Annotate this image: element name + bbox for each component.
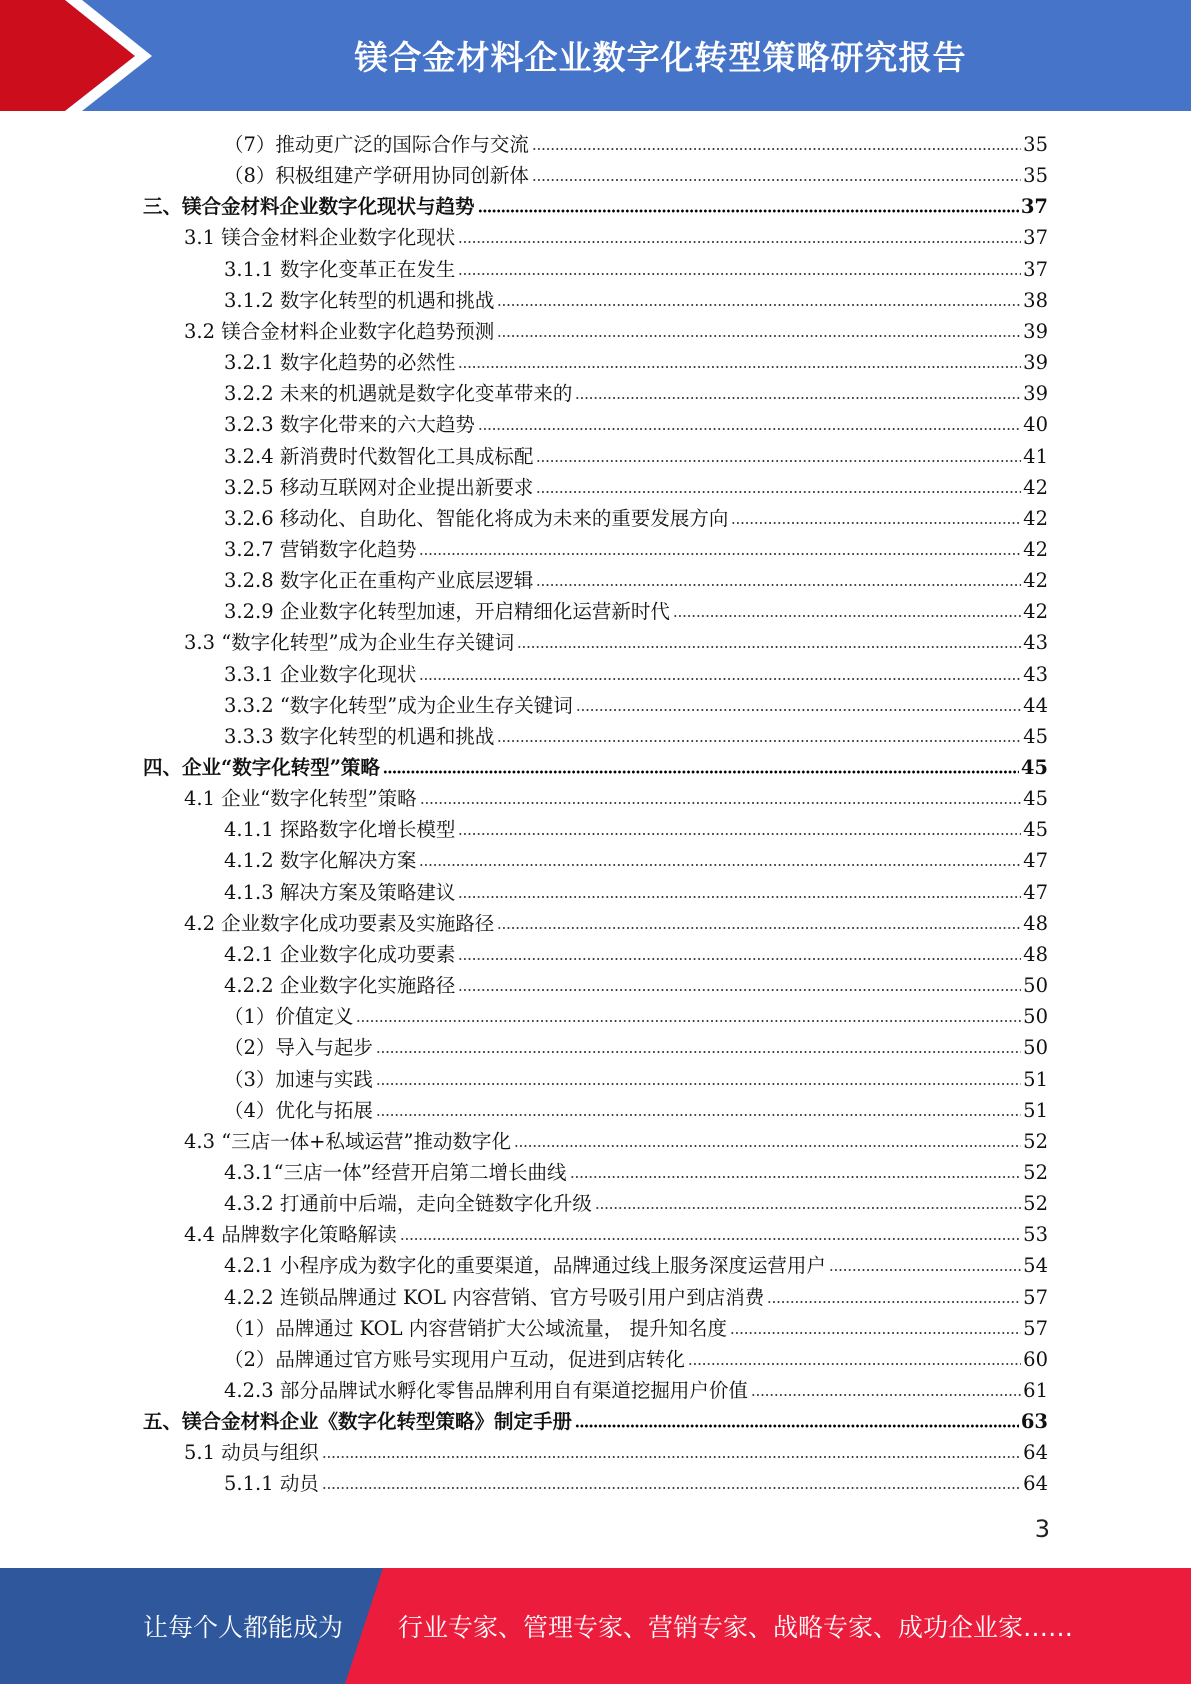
toc-entry[interactable]: [184, 1124, 1048, 1155]
toc-entry-title: 4.1.1 探路数字化增长模型: [224, 818, 456, 842]
toc-entry-page: 42: [1023, 537, 1048, 561]
toc-leader-dots: [400, 1236, 1021, 1242]
toc-entry-title: （7）推动更广泛的国际合作与交流: [224, 133, 529, 156]
toc-entry[interactable]: [224, 501, 1048, 532]
toc-entry[interactable]: [224, 999, 1048, 1030]
toc-entry-page: 45: [1023, 724, 1048, 748]
toc-entry[interactable]: [224, 1373, 1048, 1404]
toc-entry-title: 五、镁合金材料企业《数字化转型策略》制定手册: [143, 1410, 573, 1434]
toc-entry-title: 4.3.2 打通前中后端，走向全链数字化升级: [224, 1192, 592, 1216]
toc-entry[interactable]: [184, 1217, 1048, 1248]
toc-leader-dots: [376, 1112, 1021, 1118]
toc-entry[interactable]: [184, 314, 1048, 345]
toc-leader-dots: [356, 1018, 1021, 1024]
toc-entry[interactable]: [224, 1155, 1048, 1186]
toc-leader-dots: [536, 582, 1021, 588]
header-arrow-decoration: [0, 0, 170, 111]
toc-leader-dots: [478, 426, 1021, 432]
toc-entry[interactable]: [224, 439, 1048, 470]
toc-entry[interactable]: [184, 1435, 1048, 1466]
toc-entry-page: 39: [1023, 382, 1048, 406]
toc-entry[interactable]: [224, 1186, 1048, 1217]
toc-entry-page: 39: [1023, 351, 1048, 375]
toc-entry[interactable]: [184, 625, 1048, 656]
toc-entry-title: 4.2.1 企业数字化成功要素: [224, 942, 456, 966]
toc-leader-dots: [376, 1081, 1021, 1087]
toc-entry[interactable]: [224, 127, 1048, 158]
toc-entry[interactable]: [224, 252, 1048, 283]
toc-entry-page: 42: [1023, 475, 1048, 499]
toc-entry-title: 3.2 镁合金材料企业数字化趋势预测: [184, 319, 495, 343]
toc-entry[interactable]: [143, 750, 1048, 781]
toc-leader-dots: [517, 644, 1021, 650]
toc-entry-title: 5.1 动员与组织: [184, 1441, 319, 1465]
toc-leader-dots: [458, 987, 1021, 993]
toc-entry-page: 43: [1023, 631, 1048, 655]
toc-entry-page: 37: [1023, 257, 1048, 281]
toc-leader-dots: [419, 862, 1021, 868]
toc-entry-page: 60: [1023, 1347, 1048, 1371]
toc-entry-page: 64: [1023, 1441, 1048, 1465]
toc-entry-title: （1）品牌通过 KOL 内容营销扩大公域流量， 提升知名度: [224, 1316, 727, 1340]
toc-leader-dots: [497, 302, 1021, 308]
toc-entry[interactable]: [224, 1030, 1048, 1061]
toc-entry-title: 4.3 “三店一体+私域运营”推动数字化: [184, 1129, 511, 1153]
toc-leader-dots: [532, 146, 1021, 152]
toc-leader-dots: [419, 676, 1021, 682]
toc-leader-dots: [570, 1174, 1022, 1180]
toc-leader-dots: [322, 1454, 1021, 1460]
toc-leader-dots: [595, 1205, 1021, 1211]
toc-entry-title: 4.2.1 小程序成为数字化的重要渠道，品牌通过线上服务深度运营用户: [224, 1254, 826, 1278]
toc-entry-title: 4.4 品牌数字化策略解读: [184, 1223, 397, 1247]
toc-entry[interactable]: [224, 719, 1048, 750]
toc-entry-page: 37: [1023, 226, 1048, 250]
toc-entry[interactable]: [184, 781, 1048, 812]
toc-entry-page: 35: [1023, 133, 1048, 156]
toc-entry-page: 45: [1023, 818, 1048, 842]
toc-entry-title: 3.1.2 数字化转型的机遇和挑战: [224, 288, 495, 312]
toc-entry-page: 51: [1023, 1098, 1048, 1122]
toc-entry[interactable]: [224, 376, 1048, 407]
toc-entry-title: 4.2.2 企业数字化实施路径: [224, 974, 456, 998]
toc-entry-title: 3.1.1 数字化变革正在发生: [224, 257, 456, 281]
toc-leader-dots: [497, 738, 1021, 744]
toc-entry[interactable]: [224, 875, 1048, 906]
toc-leader-dots: [829, 1267, 1021, 1273]
page-footer: [0, 1568, 1191, 1684]
toc-entry[interactable]: [224, 1093, 1048, 1124]
toc-entry-title: 3.3.2 “数字化转型”成为企业生存关键词: [224, 693, 573, 717]
toc-entry[interactable]: [224, 345, 1048, 376]
page-header: [0, 0, 1191, 111]
toc-entry-page: 35: [1023, 164, 1048, 188]
toc-entry-title: 3.2.5 移动互联网对企业提出新要求: [224, 475, 534, 499]
toc-entry-page: 44: [1023, 693, 1048, 717]
toc-entry-page: 40: [1023, 413, 1048, 437]
toc-entry[interactable]: [224, 470, 1048, 501]
toc-entry-page: 48: [1023, 911, 1048, 935]
toc-entry-title: 3.2.1 数字化趋势的必然性: [224, 351, 456, 375]
toc-entry-page: 61: [1023, 1379, 1048, 1402]
toc-entry[interactable]: [224, 1342, 1048, 1373]
toc-entry-title: 3.1 镁合金材料企业数字化现状: [184, 226, 456, 250]
toc-entry[interactable]: [224, 1280, 1048, 1311]
toc-entry-title: 三、镁合金材料企业数字化现状与趋势: [143, 195, 475, 219]
toc-entry-page: 50: [1023, 1036, 1048, 1060]
toc-entry[interactable]: [224, 1466, 1048, 1497]
toc-entry-page: 42: [1023, 569, 1048, 593]
toc-entry-title: 3.2.8 数字化正在重构产业底层逻辑: [224, 569, 534, 593]
toc-entry[interactable]: [224, 812, 1048, 843]
toc-leader-dots: [383, 769, 1019, 775]
toc-entry-page: 43: [1023, 662, 1048, 686]
toc-leader-dots: [376, 1049, 1021, 1055]
toc-entry[interactable]: [224, 968, 1048, 999]
toc-leader-dots: [730, 1330, 1021, 1336]
toc-leader-dots: [536, 458, 1021, 464]
toc-entry[interactable]: [143, 1404, 1048, 1435]
toc-entry-title: 4.2.2 连锁品牌通过 KOL 内容营销、官方号吸引用户到店消费: [224, 1285, 765, 1309]
toc-entry-page: 63: [1020, 1410, 1048, 1434]
footer-roles: 行业专家、管理专家、营销专家、战略专家、成功企业家……: [398, 1613, 1074, 1642]
toc-leader-dots: [458, 894, 1021, 900]
toc-entry-page: 64: [1023, 1472, 1048, 1496]
toc-entry-page: 52: [1023, 1160, 1048, 1184]
toc-entry-page: 45: [1020, 756, 1048, 779]
toc-entry-title: 3.2.4 新消费时代数智化工具成标配: [224, 444, 534, 468]
toc-entry-title: 3.3 “数字化转型”成为企业生存关键词: [184, 631, 515, 655]
toc-entry-page: 57: [1023, 1285, 1048, 1309]
toc-entry-title: 3.3.3 数字化转型的机遇和挑战: [224, 724, 495, 748]
toc-entry-page: 39: [1023, 319, 1048, 343]
toc-leader-dots: [458, 956, 1021, 962]
toc-entry-page: 42: [1023, 506, 1048, 530]
toc-entry-page: 38: [1023, 288, 1048, 312]
toc-entry-title: 4.1.3 解决方案及策略建议: [224, 880, 456, 904]
toc-entry-title: （1）价值定义: [224, 1005, 354, 1029]
toc-entry-title: 4.1 企业“数字化转型”策略: [184, 787, 417, 811]
toc-leader-dots: [536, 489, 1021, 495]
toc-entry[interactable]: [143, 189, 1048, 220]
toc-leader-dots: [458, 831, 1021, 837]
toc-entry-page: 53: [1023, 1223, 1048, 1247]
toc-entry[interactable]: [224, 407, 1048, 438]
toc-leader-dots: [532, 177, 1021, 183]
toc-leader-dots: [514, 1143, 1021, 1149]
toc-entry-page: 50: [1023, 974, 1048, 998]
toc-entry-title: 3.3.1 企业数字化现状: [224, 662, 417, 686]
toc-entry[interactable]: [224, 657, 1048, 688]
toc-entry[interactable]: [184, 906, 1048, 937]
toc-entry-page: 52: [1023, 1129, 1048, 1153]
toc-entry-page: 45: [1023, 787, 1048, 811]
toc-entry-title: 3.2.3 数字化带来的六大趋势: [224, 413, 475, 437]
toc-entry-title: 4.2 企业数字化成功要素及实施路径: [184, 911, 495, 935]
toc-leader-dots: [497, 333, 1021, 339]
toc-entry-title: （8）积极组建产学研用协同创新体: [224, 164, 529, 188]
toc-entry[interactable]: [224, 1311, 1048, 1342]
toc-leader-dots: [673, 613, 1021, 619]
toc-entry-page: 47: [1023, 849, 1048, 873]
toc-entry-title: （3）加速与实践: [224, 1067, 373, 1091]
toc-leader-dots: [322, 1485, 1021, 1491]
toc-entry-title: （2）品牌通过官方账号实现用户互动，促进到店转化: [224, 1347, 685, 1371]
report-title: 镁合金材料企业数字化转型策略研究报告: [354, 38, 967, 77]
toc-entry-page: 41: [1023, 444, 1048, 468]
toc-entry[interactable]: [224, 532, 1048, 563]
toc-entry-title: 四、企业“数字化转型”策略: [143, 756, 380, 779]
toc-entry[interactable]: [224, 843, 1048, 874]
toc-entry-page: 52: [1023, 1192, 1048, 1216]
toc-entry-title: （2）导入与起步: [224, 1036, 373, 1060]
toc-entry-title: 3.2.9 企业数字化转型加速，开启精细化运营新时代: [224, 600, 670, 624]
toc-entry-title: 5.1.1 动员: [224, 1472, 319, 1496]
toc-leader-dots: [419, 551, 1021, 557]
toc-entry-page: 50: [1023, 1005, 1048, 1029]
toc-leader-dots: [688, 1361, 1021, 1367]
toc-entry-page: 48: [1023, 942, 1048, 966]
toc-entry-page: 42: [1023, 600, 1048, 624]
toc-entry[interactable]: [224, 688, 1048, 719]
toc-entry-title: 4.1.2 数字化解决方案: [224, 849, 417, 873]
toc-entry-page: 51: [1023, 1067, 1048, 1091]
toc-entry[interactable]: [224, 937, 1048, 968]
toc-entry[interactable]: [224, 158, 1048, 189]
toc-leader-dots: [751, 1392, 1021, 1398]
toc-leader-dots: [458, 271, 1021, 277]
toc-leader-dots: [420, 800, 1022, 806]
toc-entry[interactable]: [224, 563, 1048, 594]
toc-entry[interactable]: [224, 1248, 1048, 1279]
toc-entry[interactable]: [224, 1062, 1048, 1093]
toc-entry-page: 47: [1023, 880, 1048, 904]
toc-entry-title: 3.2.7 营销数字化趋势: [224, 537, 417, 561]
toc-leader-dots: [497, 925, 1021, 931]
toc-leader-dots: [575, 395, 1021, 401]
toc-entry[interactable]: [184, 220, 1048, 251]
footer-slogan: 让每个人都能成为: [143, 1613, 344, 1642]
toc-leader-dots: [731, 520, 1021, 526]
page-number: 3: [1034, 1515, 1050, 1543]
toc-entry-title: 4.2.3 部分品牌试水孵化零售品牌利用自有渠道挖掘用户价值: [224, 1379, 748, 1402]
toc-entry[interactable]: [224, 283, 1048, 314]
toc-entry-page: 57: [1023, 1316, 1048, 1340]
toc-entry-page: 37: [1020, 195, 1048, 219]
toc-entry-title: 4.3.1“三店一体”经营开启第二增长曲线: [224, 1160, 567, 1184]
toc-leader-dots: [575, 1423, 1019, 1429]
toc-entry-title: （4）优化与拓展: [224, 1098, 373, 1122]
toc-leader-dots: [576, 707, 1021, 713]
toc-entry[interactable]: [224, 594, 1048, 625]
toc-leader-dots: [478, 208, 1019, 214]
toc-leader-dots: [767, 1299, 1021, 1305]
toc-entry-title: 3.2.6 移动化、自助化、智能化将成为未来的重要发展方向: [224, 506, 729, 530]
toc-entry-page: 54: [1023, 1254, 1048, 1278]
toc-leader-dots: [458, 364, 1021, 370]
toc-entry-title: 3.2.2 未来的机遇就是数字化变革带来的: [224, 382, 573, 406]
toc-leader-dots: [458, 239, 1021, 245]
